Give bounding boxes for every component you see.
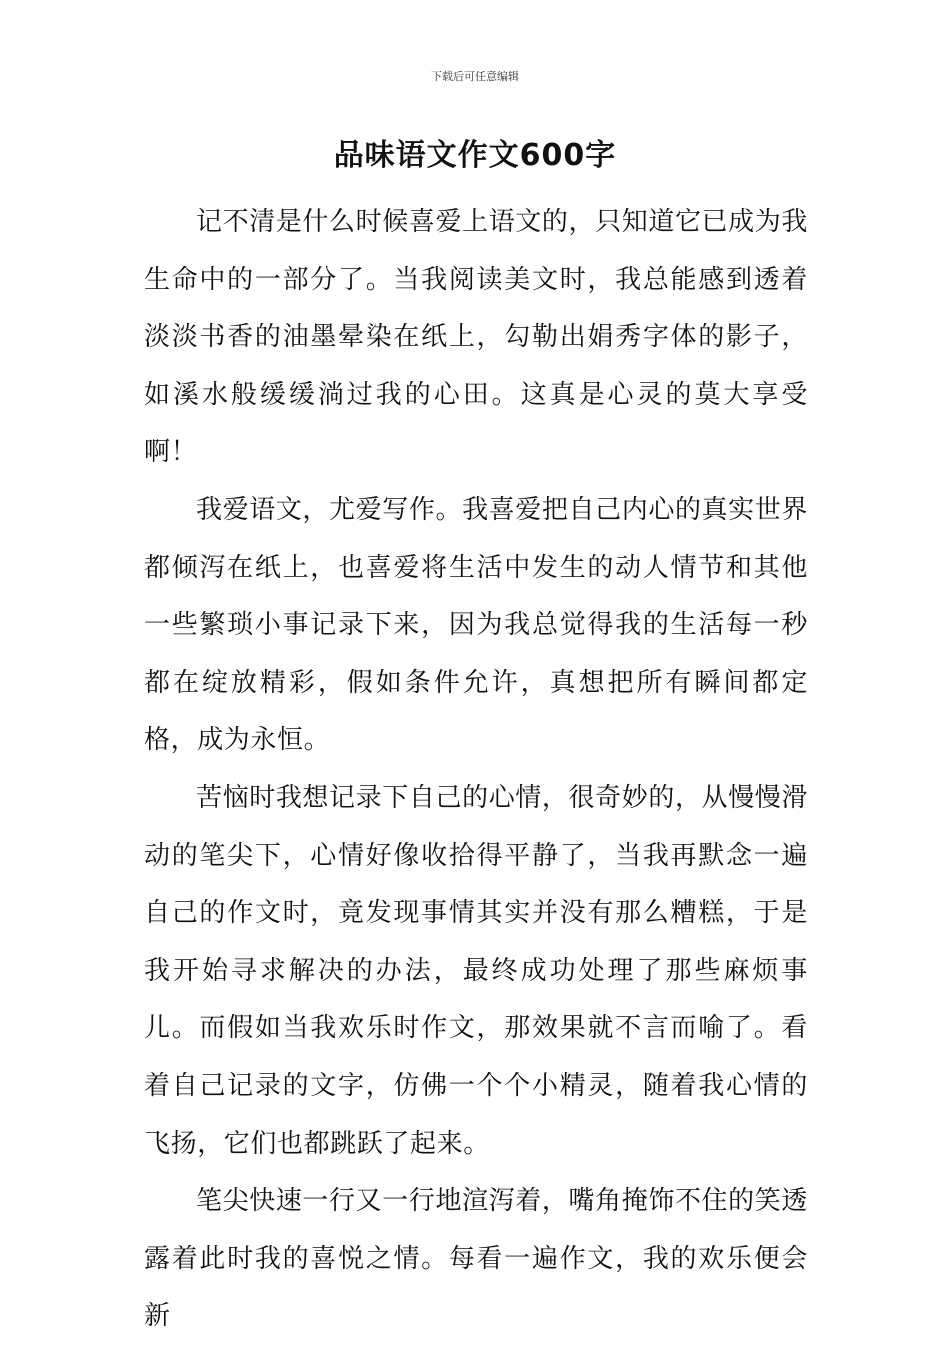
paragraph-4: 笔尖快速一行又一行地渲泻着，嘴角掩饰不住的笑透露着此时我的喜悦之情。每看一遍作文，我的欢乐便会新 — [144, 1186, 808, 1332]
paragraph-1: 记不清是什么时候喜爱上语文的，只知道它已成为我生命中的一部分了。当我阅读美文时，我总能感到透着淡淡书香的油墨晕染在纸上，勾勒出娟秀字体的影子，如溪水般缓缓淌过我的心田。这真是心灵的莫大享受啊！ — [144, 207, 808, 468]
paragraph-2: 我爱语文，尤爱写作。我喜爱把自己内心的真实世界都倾泻在纸上，也喜爱将生活中发生的动人情节和其他一些繁琐小事记录下来，因为我总觉得我的生活每一秒都在绽放精彩，假如条件允许，真想把所有瞬间都定格，成为永恒。 — [144, 494, 808, 756]
header-note: 下载后可任意编辑 — [431, 70, 519, 83]
document-body — [144, 194, 808, 1346]
paragraph-3: 苦恼时我想记录下自己的心情，很奇妙的，从慢慢滑动的笔尖下，心情好像收拾得平静了，当我再默念一遍自己的作文时，竟发现事情其实并没有那么糟糕，于是我开始寻求解决的办法，最终成功处理了那些麻烦事儿。而假如当我欢乐时作文，那效果就不言而喻了。看着自己记录的文字，仿佛一个个小精灵，随着我心情的飞扬，它们也都跳跃了起来。 — [144, 782, 808, 1159]
document-title: 品味语文作文600字 — [333, 138, 617, 173]
